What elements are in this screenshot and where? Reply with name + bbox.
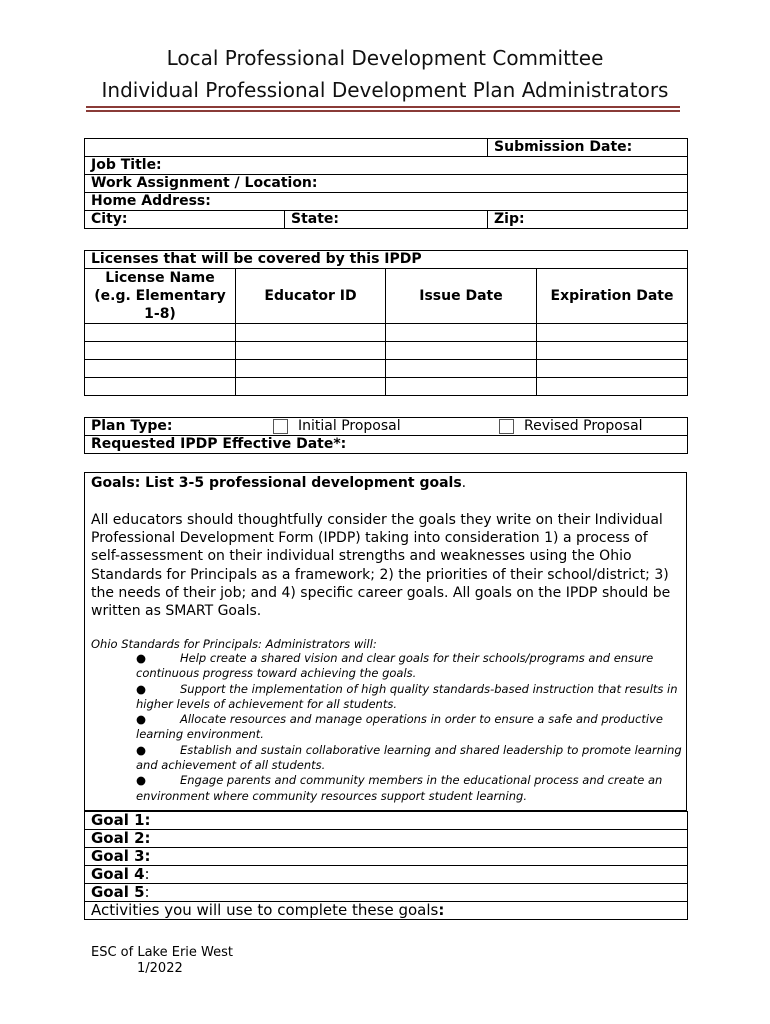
bullet-icon: ●	[136, 681, 147, 696]
job-title-field[interactable]: Job Title:	[85, 157, 688, 175]
list-item: ● Help create a shared vision and clear goals for their schools/programs and ensure continuous progress toward achieving the goals.	[136, 651, 654, 681]
column-expiration-date: Expiration Date	[537, 269, 688, 324]
home-address-field[interactable]: Home Address:	[85, 193, 688, 211]
revised-proposal-label: Revised Proposal	[524, 418, 643, 434]
revised-proposal-option[interactable]	[499, 418, 643, 435]
list-item: ● Establish and sustain collaborative learning and shared leadership to promote learning and achievement of all students.	[136, 742, 682, 773]
title-divider	[86, 106, 680, 108]
effective-date-field[interactable]: Requested IPDP Effective Date*:	[85, 436, 688, 454]
initial-proposal-checkbox[interactable]	[273, 419, 288, 434]
column-issue-date: Issue Date	[386, 269, 537, 324]
plan-type-label: Plan Type:	[91, 418, 173, 434]
plan-type-row	[85, 418, 688, 436]
goal-1-field[interactable]: Goal 1:	[85, 812, 688, 830]
list-item: ● Support the implementation of high quality standards-based instruction that results in higher levels of achievement for all students.	[136, 681, 678, 711]
bullet-icon: ●	[136, 742, 147, 757]
table-row	[85, 324, 688, 342]
table-row	[85, 342, 688, 360]
footer-org: ESC of Lake Erie West	[91, 945, 234, 960]
table-row	[85, 360, 688, 378]
goals-paragraph: All educators should thoughtfully consider the goals they write on their Individual Professional Development Form (IPDP) taking into consideration 1) a process of self-assessment on their individual strengths and weaknesses using the Ohio Standards for Principals as a framework; 2) the priorities of their school/district; 3) the needs of their job; and 4) specific career goals. All goals on the IPDP should be written as SMART Goals.	[91, 512, 671, 620]
initial-proposal-label: Initial Proposal	[298, 418, 401, 434]
revised-proposal-checkbox[interactable]	[499, 419, 514, 434]
list-item: ● Engage parents and community members in the educational process and create an environment where community resources support student learning.	[136, 773, 663, 803]
name-field[interactable]	[85, 139, 488, 157]
footer	[91, 945, 233, 977]
state-field[interactable]: State:	[285, 211, 488, 229]
initial-proposal-option[interactable]	[273, 418, 401, 435]
goal-5-field[interactable]: Goal 5:	[85, 884, 688, 902]
goal-4-field[interactable]: Goal 4:	[85, 866, 688, 884]
column-educator-id: Educator ID	[236, 269, 386, 324]
table-row	[85, 378, 688, 396]
bullet-icon: ●	[136, 712, 147, 727]
goals-instructions	[84, 472, 687, 811]
activities-field[interactable]: Activities you will use to complete these goals:	[85, 902, 688, 920]
standards-list	[136, 651, 682, 804]
goal-2-field[interactable]: Goal 2:	[85, 830, 688, 848]
goals-heading: Goals: List 3-5 professional development goals.	[91, 475, 467, 491]
submission-date-field[interactable]: Submission Date:	[488, 139, 688, 157]
title-divider-secondary	[86, 110, 680, 112]
list-item: ● Allocate resources and manage operations in order to ensure a safe and productive learning environment.	[136, 712, 663, 742]
work-assignment-field[interactable]: Work Assignment / Location:	[85, 175, 688, 193]
personal-info-table	[84, 138, 688, 229]
goal-3-field[interactable]: Goal 3:	[85, 848, 688, 866]
standards-title: Ohio Standards for Principals: Administrators will:	[91, 637, 377, 651]
licenses-table	[84, 250, 688, 396]
zip-field[interactable]: Zip:	[488, 211, 688, 229]
page-title: Local Professional Development Committee	[166, 46, 604, 70]
bullet-icon: ●	[136, 773, 147, 788]
plan-type-table	[84, 417, 688, 454]
page-subtitle: Individual Professional Development Plan Administrators	[101, 78, 669, 102]
licenses-heading: Licenses that will be covered by this IPDP	[85, 251, 688, 269]
footer-date: 1/2022	[137, 961, 183, 976]
column-license-name: License Name (e.g. Elementary 1-8)	[85, 269, 236, 324]
bullet-icon: ●	[136, 651, 147, 665]
goals-table	[84, 811, 688, 920]
city-field[interactable]: City:	[85, 211, 285, 229]
